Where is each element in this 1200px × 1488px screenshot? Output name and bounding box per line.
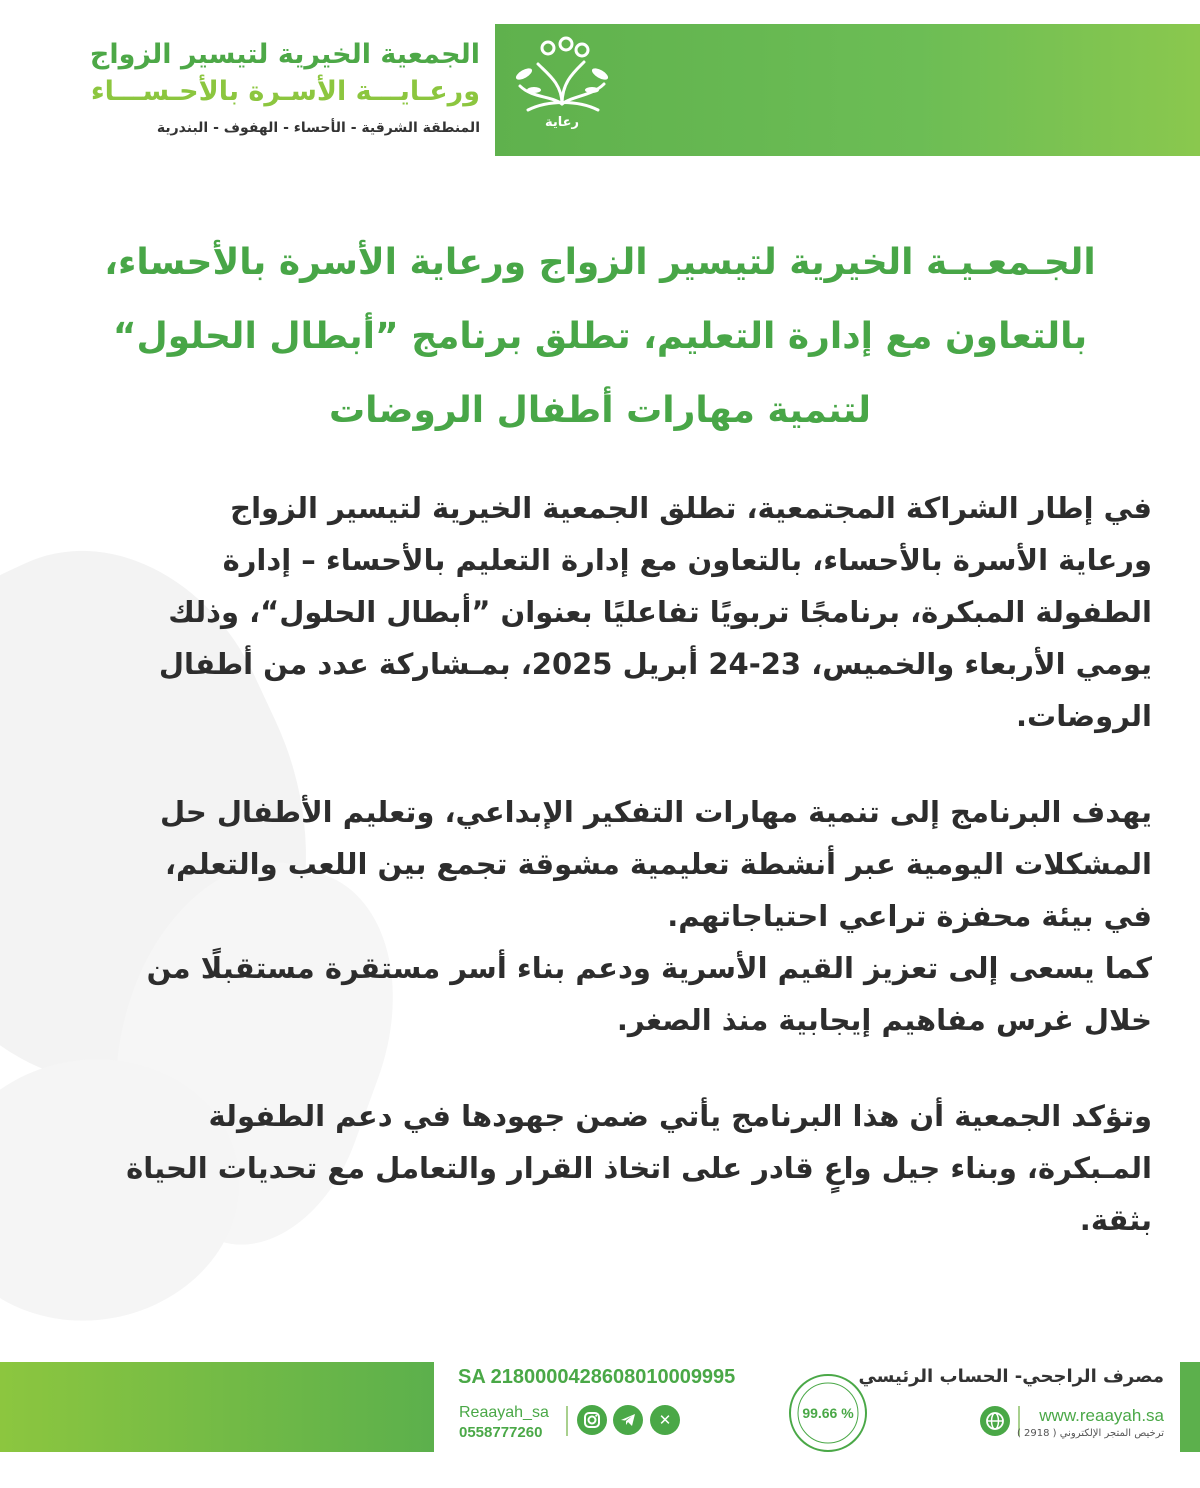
paragraph-line: في إطار الشراكة المجتمعية، تطلق الجمعية الخيرية لتيسير الزواج (230, 491, 1152, 525)
paragraph-line: في بيئة محفزة تراعي احتياجاتهم. (667, 899, 1152, 933)
footer-green-band (0, 1362, 434, 1452)
x-icon[interactable]: ✕ (650, 1405, 680, 1435)
footer-green-edge (1180, 1362, 1200, 1452)
paragraph-line: يومي الأربعاء والخميس، 23-24 أبريل 2025، بمـشاركة عدد من أطفال (158, 647, 1152, 681)
bank-iban: SA 2180000428608010009995 (458, 1366, 736, 1388)
paragraph-line: خلال غرس مفاهيم إيجابية منذ الصغر. (616, 1003, 1152, 1037)
divider (566, 1406, 568, 1436)
logo-caption: رعاية (544, 115, 580, 130)
org-name-line1: الجمعية الخيرية لتيسير الزواج (89, 39, 480, 70)
paragraph-line: يهدف البرنامج إلى تنمية مهارات التفكير الإبداعي، وتعليم الأطفال حل (159, 795, 1152, 829)
store-license: ترخيص المتجر الإلكتروني ( 2918 ) (1016, 1428, 1164, 1439)
paragraph-line: المشكلات اليومية عبر أنشطة تعليمية مشوقة تجمع بين اللعب والتعلم، (164, 847, 1152, 881)
title-line: بالتعاون مع إدارة التعليم، تطلق برنامج ”أبطال الحلول“ (112, 316, 1088, 357)
title-line: لتنمية مهارات أطفال الروضات (328, 390, 871, 431)
instagram-icon[interactable] (577, 1405, 607, 1435)
paragraph-line: كما يسعى إلى تعزيز القيم الأسرية ودعم بناء أسر مستقرة مستقبلًا من (146, 951, 1152, 985)
paragraph-line: الطفولة المبكرة، برنامجًا تربويًا تفاعليًا بعنوان ”أبطال الحلول“، وذلك (168, 595, 1152, 629)
title-line: الجـمعـيـة الخيرية لتيسير الزواج ورعاية الأسرة بالأحساء، (104, 242, 1096, 283)
paragraph-line: بثقة. (1079, 1203, 1152, 1237)
organization-name (20, 36, 480, 136)
paragraph-line: المـبكرة، وبناء جيل واعٍ قادر على اتخاذ القرار والتعامل مع تحديات الحياة (126, 1151, 1152, 1185)
org-name-line2: ورعـايـــة الأسـرة بالأحـســـاء (90, 76, 480, 107)
paragraph-2 (76, 786, 1152, 1046)
globe-icon[interactable] (980, 1406, 1010, 1436)
paragraph-1 (76, 482, 1152, 742)
paragraph-line: وتؤكد الجمعية أن هذا البرنامج يأتي ضمن جهودها في دعم الطفولة (208, 1099, 1152, 1133)
org-location: المنطقة الشرقية - الأحساء - الهفوف - البندرية (156, 120, 480, 136)
paragraph-line: الروضات. (1016, 699, 1152, 733)
website-link[interactable]: www.reaayah.sa (1039, 1406, 1164, 1425)
seal-value: 99.66 % (802, 1405, 854, 1421)
organization-logo (508, 34, 616, 144)
transparency-seal (787, 1372, 869, 1454)
phone-number[interactable]: 0558777260 (459, 1424, 543, 1441)
paragraph-line: ورعاية الأسرة بالأحساء، بالتعاون مع إدارة التعليم بالأحساء – إدارة (222, 543, 1152, 577)
social-handle: Reaayah_sa (459, 1404, 549, 1421)
telegram-icon[interactable] (613, 1405, 643, 1435)
bank-name: مصرف الراجحي- الحساب الرئيسي (858, 1366, 1164, 1387)
announcement-title (80, 226, 1120, 448)
paragraph-3 (76, 1090, 1152, 1246)
